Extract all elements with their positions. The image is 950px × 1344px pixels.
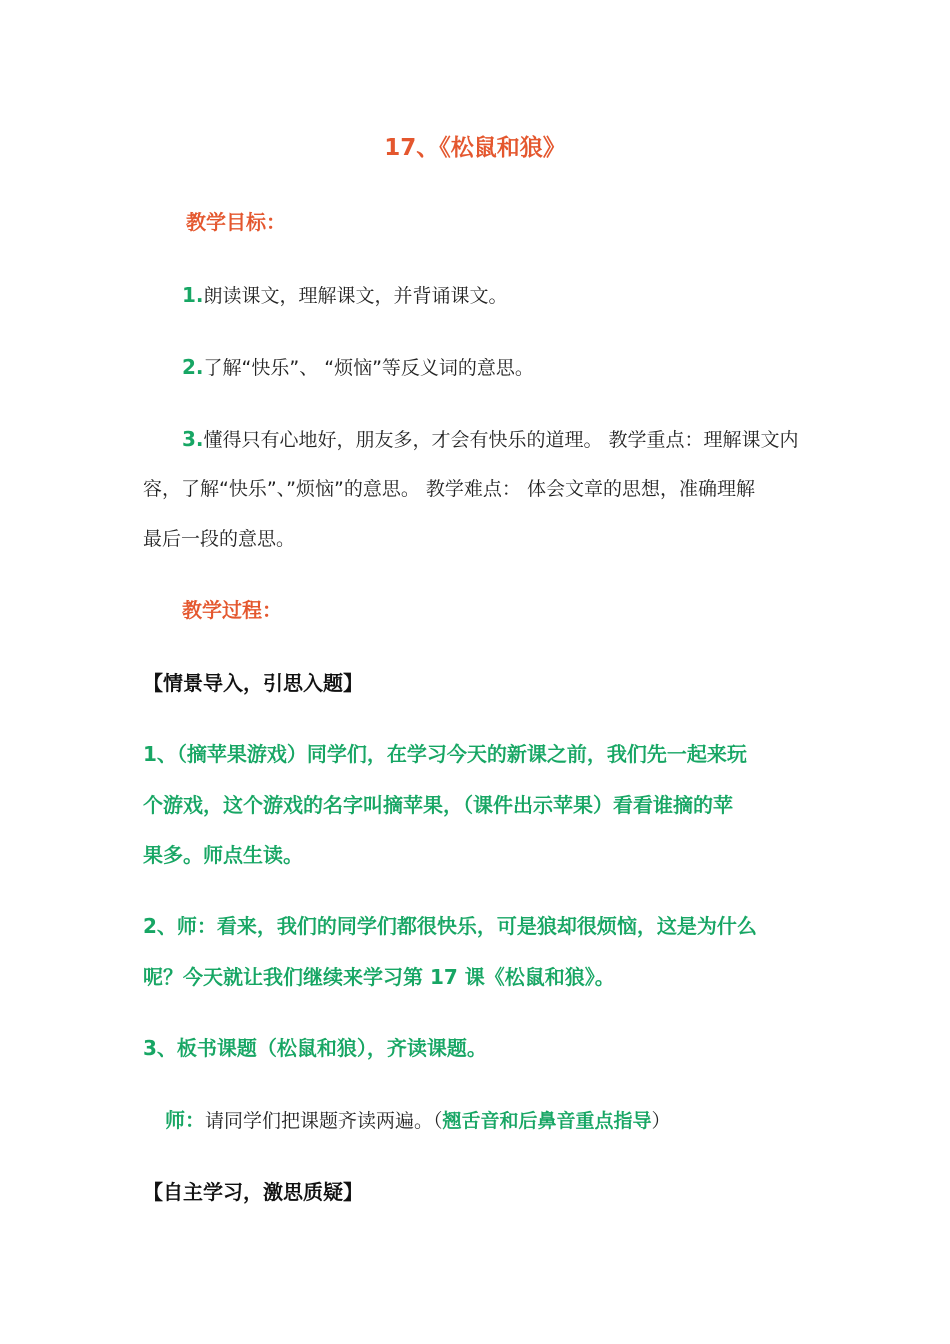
objective-item (182, 355, 534, 380)
page-title: 17、《松鼠和狼》 (384, 135, 566, 161)
step-line: 个游戏，这个游戏的名字叫摘苹果，（课件出示苹果）看看谁摘的苹 (143, 793, 733, 817)
objectives-heading: 教学目标： (186, 210, 286, 234)
teacher-note (165, 1108, 671, 1133)
objective-item (182, 283, 508, 308)
objective-item (182, 427, 799, 452)
objective-number: 2. (182, 355, 204, 379)
section-heading: 【情景导入，引思入题】 (143, 671, 363, 695)
step-line: 呢？今天就让我们继续来学习第 17 课《松鼠和狼》。 (143, 965, 615, 989)
step-line: 2、师：看来，我们的同学们都很快乐，可是狼却很烦恼，这是为什么 (143, 914, 757, 938)
teacher-note-highlight: 翘舌音和后鼻音重点指导 (442, 1110, 652, 1132)
objective-number: 3. (182, 427, 204, 451)
section-heading: 【自主学习，激思质疑】 (143, 1180, 363, 1204)
objective-continuation: 容，了解“快乐”、”烦恼”的意思。 教学难点： 体会文章的思想，准确理解 (143, 478, 755, 500)
objective-text: 懂得只有心地好，朋友多，才会有快乐的道理。 教学重点：理解课文内 (203, 429, 799, 451)
step-line: 3、板书课题（松鼠和狼），齐读课题。 (143, 1036, 487, 1060)
objective-text: 朗读课文，理解课文，并背诵课文。 (203, 285, 508, 307)
teacher-note-text: 请同学们把课题齐读两遍。（ (205, 1110, 443, 1132)
step-line: 果多。师点生读。 (143, 843, 303, 867)
objective-continuation: 最后一段的意思。 (143, 528, 296, 550)
teacher-note-close: ） (651, 1110, 671, 1132)
teacher-label: 师： (165, 1108, 205, 1132)
process-heading: 教学过程： (182, 598, 282, 622)
objective-number: 1. (182, 283, 204, 307)
step-line: 1、（摘苹果游戏）同学们，在学习今天的新课之前，我们先一起来玩 (143, 742, 747, 766)
objective-text: 了解“快乐”、 “烦恼”等反义词的意思。 (203, 357, 534, 379)
